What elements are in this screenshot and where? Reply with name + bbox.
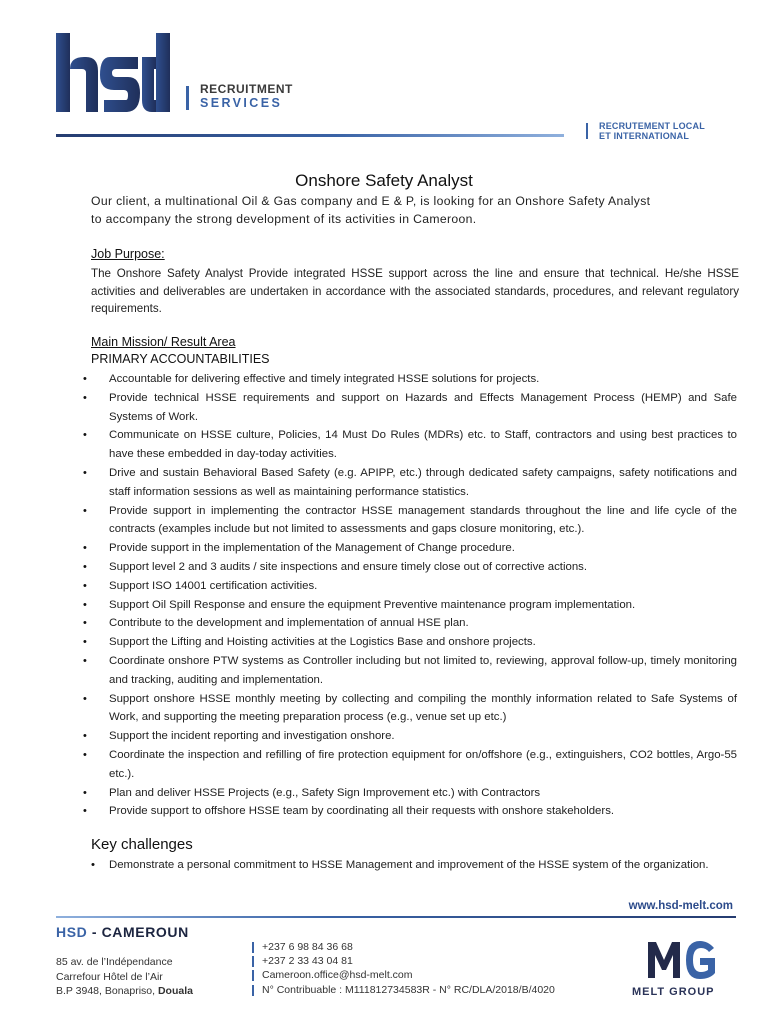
tagline-divider <box>186 86 189 110</box>
list-item: • Provide support in the implementation of the Management of Change procedure. <box>91 539 737 558</box>
website-link[interactable]: www.hsd-melt.com <box>628 900 733 912</box>
list-item: • Support level 2 and 3 audits / site inspections and ensure timely close out of corrective actions. <box>91 558 737 577</box>
address-line1: 85 av. de l’Indépendance <box>56 956 173 968</box>
email-address[interactable]: Cameroon.office@hsd-melt.com <box>252 968 555 982</box>
list-item: • Contribute to the development and implementation of annual HSE plan. <box>91 614 737 633</box>
main-mission-heading: Main Mission/ Result Area <box>91 335 236 349</box>
melt-group-label: MELT GROUP <box>632 986 715 998</box>
list-item: • Accountable for delivering effective and timely integrated HSSE solutions for projects. <box>91 370 737 389</box>
accountabilities-list <box>91 370 737 821</box>
list-item: • Support onshore HSSE monthly meeting by collecting and compiling the monthly information related to Safe Systems of Work, and supporting the meeting preparation process (e.g., venue set up etc.) <box>91 690 737 728</box>
company-name <box>56 924 189 940</box>
phone-1: +237 6 98 84 36 68 <box>252 940 555 954</box>
address-line3-text: B.P 3948, Bonapriso, <box>56 985 158 997</box>
list-item: • Communicate on HSSE culture, Policies, 14 Must Do Rules (MDRs) etc. to Staff, contractors and using best practices to have these embedded in day-today activities. <box>91 426 737 464</box>
key-challenges-heading: Key challenges <box>91 836 193 853</box>
tagline-services: SERVICES <box>200 96 283 110</box>
phone-2: +237 2 33 43 04 81 <box>252 954 555 968</box>
list-item: • Demonstrate a personal commitment to HSSE Management and improvement of the HSSE system of the organization. <box>91 856 737 875</box>
list-item: • Drive and sustain Behavioral Based Safety (e.g. APIPP, etc.) through dedicated safety campaigns, safety notifications and staff information sessions as well as maintaining performance statistics. <box>91 464 737 502</box>
recruitment-label <box>599 122 705 141</box>
address-city: Douala <box>157 985 193 997</box>
contact-info <box>252 940 555 997</box>
list-item: • Plan and deliver HSSE Projects (e.g., Safety Sign Improvement etc.) with Contractors <box>91 784 737 803</box>
footer-divider <box>56 916 736 918</box>
recruitment-line1: RECRUTEMENT LOCAL <box>599 121 705 131</box>
recruitment-line2: ET INTERNATIONAL <box>599 130 690 141</box>
job-purpose-text: The Onshore Safety Analyst Provide integrated HSSE support across the line and ensure that technical. He/she HSSE activities and deliverables are undertaken in accordance with the associated standards, procedures, and relevant regulatory requirements. <box>91 267 739 315</box>
tagline-recruitment: RECRUITMENT <box>200 82 293 96</box>
job-title: Onshore Safety Analyst <box>295 171 473 190</box>
melt-group-logo <box>646 938 718 982</box>
primary-accountabilities-heading: PRIMARY ACCOUNTABILITIES <box>91 352 270 366</box>
list-item: • Provide technical HSSE requirements and support on Hazards and Effects Management Process (HEMP) and Safe Systems of Work. <box>91 389 737 427</box>
key-challenges-list <box>91 856 737 875</box>
list-item: • Coordinate onshore PTW systems as Controller including but not limited to, reviewing, approval follow-up, timely monitoring and tracking, auditing and implementation. <box>91 652 737 690</box>
company-country: - CAMEROUN <box>87 924 189 940</box>
list-item: • Provide support in implementing the contractor HSSE management standards throughout the line and life cycle of the contracts (examples include but not limited to assessments and gaps closure monitoring, etc.). <box>91 502 737 540</box>
intro-text: Our client, a multinational Oil & Gas company and E & P, is looking for an Onshore Safety Analyst to accompany the strong development of its activities in Cameroon. <box>91 194 651 226</box>
address-line3 <box>56 984 193 999</box>
list-item: • Support the Lifting and Hoisting activities at the Logistics Base and onshore projects. <box>91 633 737 652</box>
job-purpose-heading: Job Purpose: <box>91 247 165 261</box>
list-item: • Support ISO 14001 certification activities. <box>91 577 737 596</box>
hsd-logo <box>56 33 170 113</box>
header-divider <box>56 134 564 137</box>
list-item: • Coordinate the inspection and refilling of fire protection equipment for on/offshore (e.g., extinguishers, CO2 bottles, Argo-55 etc.). <box>91 746 737 784</box>
company-hsd: HSD <box>56 924 88 940</box>
recruitment-divider <box>586 123 588 139</box>
company-address <box>56 955 193 999</box>
address-line2: Carrefour Hôtel de l’Air <box>56 970 163 983</box>
list-item: • Support Oil Spill Response and ensure the equipment Preventive maintenance program implementation. <box>91 596 737 615</box>
list-item: • Provide support to offshore HSSE team by coordinating all their requests with onshore stakeholders. <box>91 802 737 821</box>
registration-number: N° Contribuable : M111812734583R - N° RC/DLA/2018/B/4020 <box>252 983 555 997</box>
list-item: • Support the incident reporting and investigation onshore. <box>91 727 737 746</box>
